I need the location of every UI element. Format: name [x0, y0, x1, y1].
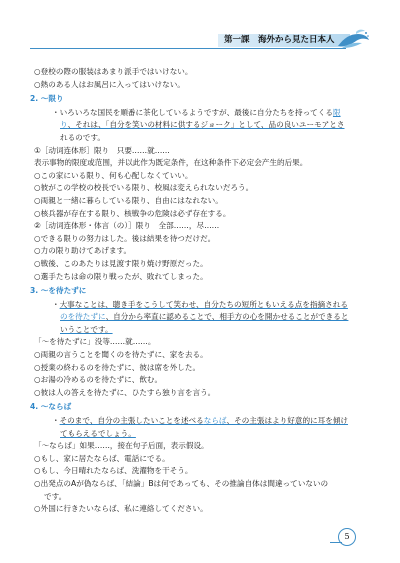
- grammar-pattern: 「～を待たずに」没等……就……。: [34, 337, 156, 347]
- passage-text: 、自分から率直に認めることで、相手方の心を開かせることができると: [105, 312, 349, 322]
- example-line: ○核兵器が存在する限り、核戦争の危険は必ず存在する。: [34, 208, 231, 218]
- example-line: ○登校の際の服装はあまり派手ではいけない。: [34, 67, 193, 76]
- page-content: [30, 66, 360, 516]
- example-line: ○力の限り助けてあげます。: [34, 246, 132, 256]
- bullet-dot: ・: [52, 107, 60, 117]
- passage-text: いろいろな国民を順番に茶化しているようですが、最後に自分たちを持ってくる: [59, 107, 333, 117]
- example-line: ○選手たちは命の限り戦ったが、敗れてしまった。: [34, 271, 208, 281]
- passage-continuation: てもらえるでしょう。: [60, 428, 136, 438]
- grammar-pattern: ②［动词连体形・体言（の）］限り 全部……，尽……: [34, 221, 220, 231]
- example-line: ○外国に行きたいならば、私に連絡してください。: [34, 504, 208, 514]
- example-line: ○両親と一緒に暮らしている限り、自由にはなれない。: [34, 195, 223, 205]
- passage-continuation: [30, 119, 360, 132]
- bullet-dot: ・: [52, 416, 60, 426]
- grammar-explanation: 表示事物的限度或范围，并以此作为既定条件，在这种条件下必定会产生的后果。: [34, 158, 308, 168]
- grammar-pattern: 「～ならば」如果……，接在句子后面，表示假设。: [34, 441, 209, 451]
- example-line: ○熱のある人はお風呂に入ってはいけない。: [34, 79, 185, 89]
- header-rule: [30, 48, 346, 49]
- example-line: ○できる限りの努力はした。後は結果を待つだけだ。: [34, 233, 216, 243]
- example-line: ○もし、家に居たならば、電話にでる。: [34, 453, 170, 463]
- example-line: ○お湯の冷めるのを待たずに、飲む。: [34, 375, 163, 385]
- example-continuation: です。: [44, 491, 67, 501]
- passage-bullet: [30, 107, 360, 120]
- example-line: ○彼は人の答えを待たずに、ひたすら独り言を言う。: [34, 387, 216, 397]
- passage-continuation: いうことです。: [60, 324, 113, 334]
- page-number-tail: [330, 542, 342, 543]
- section-heading-wo-matazuni: 3. ～を待たずに: [30, 286, 87, 296]
- highlighted-phrase: り: [60, 120, 68, 130]
- wave-splash-logo-icon: [336, 28, 370, 52]
- example-line: ○もし、今日晴れたならば、洗濯物を干そう。: [34, 466, 193, 476]
- highlighted-phrase: のを待たずに: [60, 312, 106, 322]
- passage-continuation: [30, 311, 360, 324]
- passage-text: 大事なことは、聴き手をこうして笑わせ、自分たちの短所ともいえる点を指摘される: [59, 299, 348, 309]
- passage-continuation: れるのです。: [60, 132, 105, 142]
- example-line: ○出発点のAが偽ならば、「結論」Bは何であっても、その推論自体は間違っていないの: [34, 479, 329, 488]
- passage-bullet: [30, 415, 360, 428]
- page-number: 5: [338, 528, 356, 546]
- passage-text: 、それは、「自分を笑いの材料に供するジョーク」として、品の良いユーモアとさ: [67, 120, 345, 130]
- chapter-title: 第一課 海外から見た日本人: [224, 35, 335, 45]
- bullet-dot: ・: [52, 299, 60, 309]
- passage-text: 、その主張はより好意的に耳を傾け: [226, 416, 349, 426]
- example-line: ○彼がこの学校の校長でいる限り、校風は変えられないだろう。: [34, 183, 254, 193]
- grammar-pattern: ①［动词连体形］限り 只要……就……: [34, 145, 170, 155]
- example-line: ○両親の言うことを聞くのを待たずに、家を去る。: [34, 350, 208, 360]
- passage-bullet: [30, 299, 360, 312]
- highlighted-phrase: ならば: [203, 416, 227, 426]
- passage-text: そのまで、自分の主張したいことを述べる: [59, 416, 204, 426]
- example-line: ○授業の終わるのを待たずに、彼は席を外した。: [34, 362, 201, 372]
- section-heading-kagiri: 2. ～限り: [30, 94, 64, 104]
- example-line: ○戦後、このあたりは見渡す限り焼け野原だった。: [34, 258, 208, 268]
- section-heading-naraba: 4. ～ならば: [30, 402, 72, 412]
- page-header: [0, 28, 400, 54]
- highlighted-phrase: 限: [332, 107, 341, 117]
- example-line: ○この家にいる限り、何も心配しなくていい。: [34, 170, 193, 180]
